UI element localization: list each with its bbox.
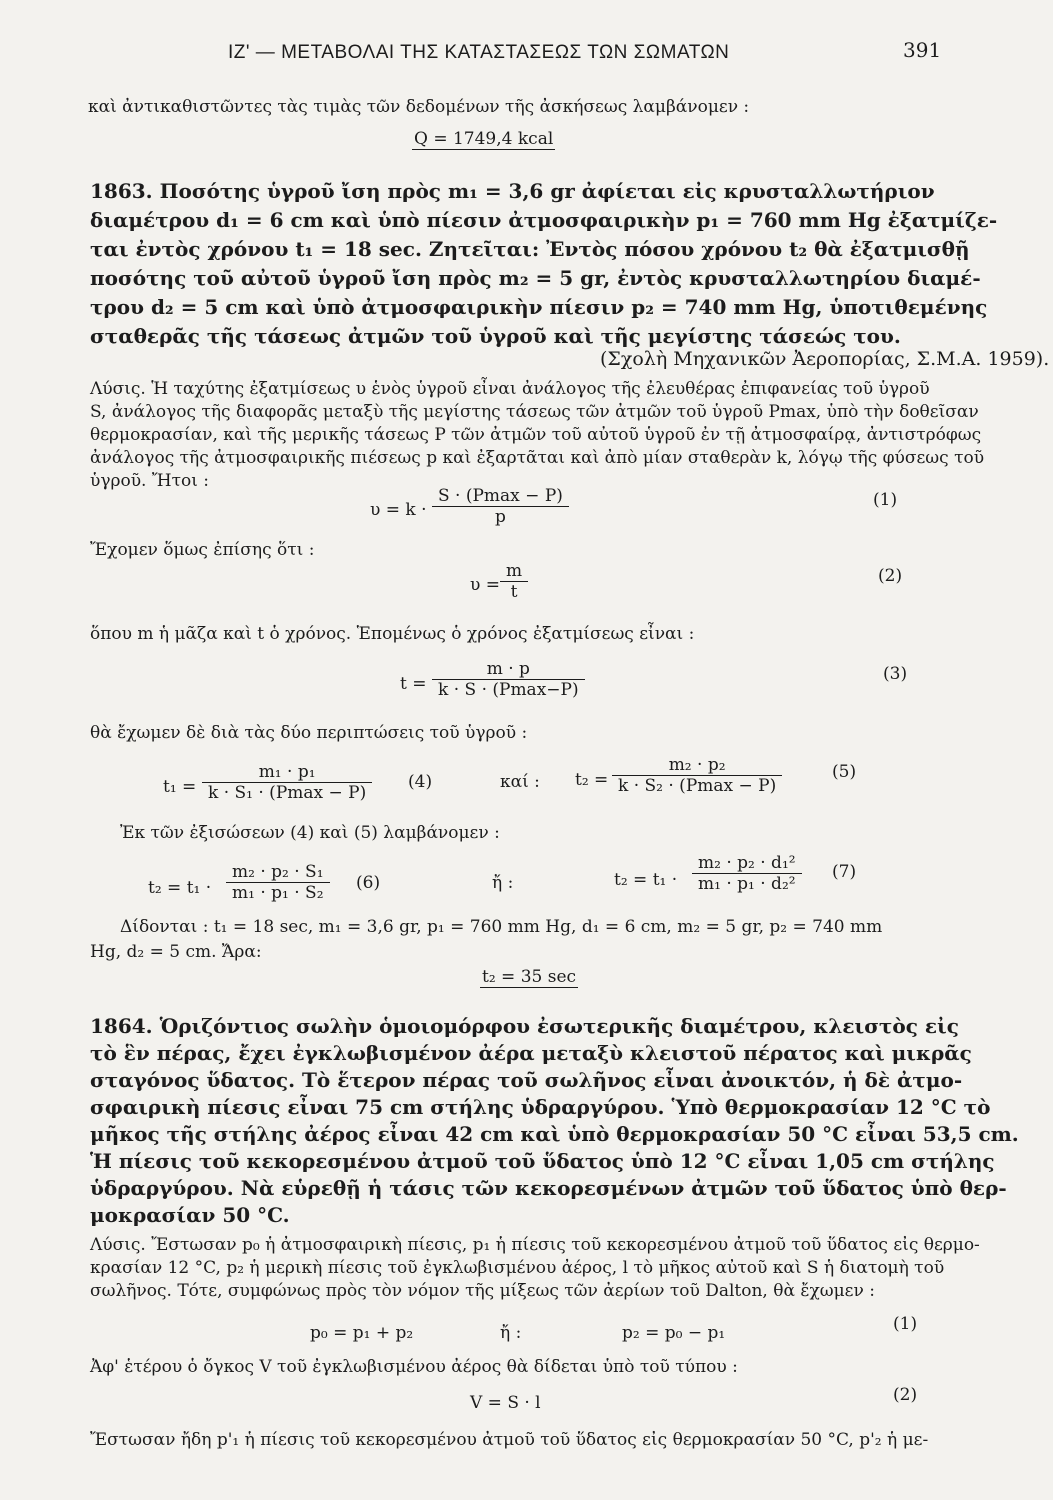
equation-3-denominator: k · S · (Pmax−P) [438, 680, 579, 700]
equation-4-fraction [202, 762, 372, 803]
text-from: Ἐκ τῶν ἐξισώσεων (4) καὶ (5) λαμβάνομεν : [120, 823, 500, 843]
equation-6-tag: (6) [356, 873, 381, 893]
equation-6-fraction [226, 862, 330, 903]
problem-1864-line: σταγόνος ὕδατος. Τὸ ἕτερον πέρας τοῦ σωλῆνος εἶναι ἀνοικτόν, ἡ δὲ ἀτμο- [90, 1068, 963, 1092]
equation-7-denominator: m₁ · p₁ · d₂² [698, 874, 796, 894]
equation-2-left: υ = [470, 575, 500, 595]
solution-1864-line: κρασίαν 12 °C, p₂ ἡ μερικὴ πίεσις τοῦ ἐγκλωβισμένου ἀέρος, l τὸ μῆκος αὐτοῦ καὶ S ἡ διατομὴ τοῦ [90, 1258, 945, 1278]
equation-dalton-b: p₂ = p₀ − p₁ [622, 1323, 726, 1343]
solution-1863-line: ἀνάλογος τῆς ἀτμοσφαιρικῆς πιέσεως p καὶ ἐξαρτᾶται καὶ ἀπὸ μίαν σταθερὰν k, λόγῳ τῆς φύσεως τοῦ [90, 448, 985, 468]
equation-5-fraction [612, 755, 782, 796]
equation-1-denominator: p [495, 507, 506, 527]
equation-1-left: υ = k · [370, 500, 427, 520]
problem-1864-line: μοκρασίαν 50 °C. [90, 1203, 290, 1227]
given-line: Hg, d₂ = 5 cm. Ἄρα: [90, 942, 262, 962]
solution-1863-line: Λύσις. Ἡ ταχύτης ἐξατμίσεως υ ἑνὸς ὑγροῦ εἶναι ἀνάλογος τῆς ἐλευθέρας ἐπιφανείας τοῦ ὑγροῦ [90, 379, 930, 399]
text-where: ὅπου m ἡ μᾶζα καὶ t ὁ χρόνος. Ἑπομένως ὁ χρόνος ἐξατμίσεως εἶναι : [90, 624, 695, 644]
equation-1-fraction [432, 486, 569, 527]
problem-1863-source: (Σχολὴ Μηχανικῶν Ἀεροπορίας, Σ.Μ.Α. 1959). [600, 348, 1050, 370]
equation-2-fraction [500, 561, 528, 602]
equation-4-denominator: k · S₁ · (Pmax − P) [208, 783, 367, 803]
problem-1863-line: 1863. Ποσότης ὑγροῦ ἴση πρὸς m₁ = 3,6 gr ἀφίεται εἰς κρυσταλλωτήριον [90, 179, 935, 203]
intro-text: καὶ ἀντικαθιστῶντες τὰς τιμὰς τῶν δεδομένων τῆς ἀσκήσεως λαμβάνομεν : [88, 97, 750, 117]
problem-1864-line: μῆκος τῆς στήλης ἀέρος εἶναι 42 cm καὶ ὑπὸ θερμοκρασίαν 50 °C εἶναι 53,5 cm. [90, 1122, 1019, 1146]
solution-1864-line: σωλῆνος. Τότε, συμφώνως πρὸς τὸν νόμον τῆς μίξεως τῶν ἀερίων τοῦ Dalton, θὰ ἔχωμεν : [90, 1281, 875, 1301]
equation-dalton-tag: (1) [893, 1314, 918, 1334]
text-and: καί : [500, 772, 540, 792]
equation-3-numerator: m · p [432, 659, 585, 680]
equation-5-tag: (5) [832, 762, 857, 782]
equation-5-numerator: m₂ · p₂ [612, 755, 782, 776]
equation-3-fraction [432, 659, 585, 700]
equation-6-left: t₂ = t₁ · [148, 878, 212, 898]
equation-2-tag: (2) [878, 566, 903, 586]
equation-7-left: t₂ = t₁ · [614, 870, 678, 890]
problem-1864-line: 1864. Ὁριζόντιος σωλὴν ὁμοιομόρφου ἐσωτερικῆς διαμέτρου, κλειστὸς εἰς [90, 1014, 959, 1038]
equation-5-denominator: k · S₂ · (Pmax − P) [618, 776, 777, 796]
problem-1863-line: ποσότης τοῦ αὐτοῦ ὑγροῦ ἴση πρὸς m₂ = 5 gr, ἐντὸς κρυσταλλωτηρίου διαμέ- [90, 266, 981, 290]
problem-1864-line: Ἡ πίεσις τοῦ κεκορεσμένου ἀτμοῦ τοῦ ὕδατος ὑπὸ 12 °C εἶναι 1,05 cm στήλης [90, 1149, 995, 1173]
equation-volume-tag: (2) [893, 1385, 918, 1405]
equation-7-tag: (7) [832, 862, 857, 882]
page-number: 391 [903, 38, 942, 62]
equation-1-tag: (1) [873, 490, 898, 510]
text-or-2: ἤ : [500, 1323, 522, 1343]
problem-1863-line: διαμέτρου d₁ = 6 cm καὶ ὑπὸ πίεσιν ἀτμοσφαιρικὴν p₁ = 760 mm Hg ἐξατμίζε- [90, 208, 998, 232]
equation-7-numerator: m₂ · p₂ · d₁² [692, 853, 802, 874]
text-cases: θὰ ἔχωμεν δὲ διὰ τὰς δύο περιπτώσεις τοῦ ὑγροῦ : [90, 723, 528, 743]
solution-1863-line: S, ἀνάλογος τῆς διαφορᾶς μεταξὺ τῆς μεγίστης τάσεως τῶν ἀτμῶν τοῦ ὑγροῦ Pmax, ὑπὸ τὴν δοθεῖσαν [90, 402, 979, 422]
equation-volume: V = S · l [470, 1393, 541, 1413]
equation-6-denominator: m₁ · p₁ · S₂ [232, 883, 324, 903]
equation-3-tag: (3) [883, 664, 908, 684]
problem-1863-line: τρου d₂ = 5 cm καὶ ὑπὸ ἀτμοσφαιρικὴν πίεσιν p₂ = 740 mm Hg, ὑποτιθεμένης [90, 295, 988, 319]
equation-4-tag: (4) [408, 772, 433, 792]
solution-1863-line: θερμοκρασίαν, καὶ τῆς μερικῆς τάσεως P τῶν ἀτμῶν τοῦ αὐτοῦ ὑγροῦ ἐν τῇ ἀτμοσφαίρᾳ, ἀντιστρόφως [90, 425, 982, 445]
running-header: ΙΖ' — ΜΕΤΑΒΟΛΑΙ ΤΗΣ ΚΑΤΑΣΤΑΣΕΩΣ ΤΩΝ ΣΩΜΑΤΩΝ [228, 42, 730, 63]
problem-1864-line: σφαιρικὴ πίεσις εἶναι 75 cm στήλης ὑδραργύρου. Ὑπὸ θερμοκρασίαν 12 °C τὸ [90, 1095, 991, 1119]
problem-1864-line: ὑδραργύρου. Νὰ εὑρεθῇ ἡ τάσις τῶν κεκορεσμένων ἀτμῶν τοῦ ὕδατος ὑπὸ θερ- [90, 1176, 1007, 1200]
solution-1864-line: Λύσις. Ἔστωσαν p₀ ἡ ἀτμοσφαιρικὴ πίεσις, p₁ ἡ πίεσις τοῦ κεκορεσμένου ἀτμοῦ τοῦ ὕδατος εἰς θερμο- [90, 1235, 980, 1255]
solution-1863-line: ὑγροῦ. Ἤτοι : [90, 471, 210, 491]
equation-5-left: t₂ = [575, 770, 609, 790]
problem-1863-line: σταθερᾶς τῆς τάσεως ἀτμῶν τοῦ ὑγροῦ καὶ τῆς μεγίστης τάσεώς του. [90, 324, 901, 348]
result-q: Q = 1749,4 kcal [414, 129, 554, 149]
equation-7-fraction [692, 853, 802, 894]
equation-2-denominator: t [510, 582, 518, 602]
equation-1-numerator: S · (Pmax − P) [432, 486, 569, 507]
given-line: Δίδονται : t₁ = 18 sec, m₁ = 3,6 gr, p₁ = 760 mm Hg, d₁ = 6 cm, m₂ = 5 gr, p₂ = 740 mm [120, 917, 883, 937]
equation-6-numerator: m₂ · p₂ · S₁ [226, 862, 330, 883]
problem-1864-line: τὸ ἓν πέρας, ἔχει ἐγκλωβισμένον ἀέρα μεταξὺ κλειστοῦ πέρατος καὶ μικρᾶς [90, 1041, 972, 1065]
equation-4-left: t₁ = [163, 777, 197, 797]
text-or: ἤ : [492, 873, 514, 893]
equation-4-numerator: m₁ · p₁ [202, 762, 372, 783]
equation-2-numerator: m [500, 561, 528, 582]
solution-1864-last-line: Ἔστωσαν ἤδη p'₁ ἡ πίεσις τοῦ κεκορεσμένου ἀτμοῦ τοῦ ὕδατος εἰς θερμοκρασίαν 50 °C, p'₂ ἡ με- [90, 1430, 929, 1450]
equation-dalton-a: p₀ = p₁ + p₂ [310, 1323, 414, 1343]
text-volume: Ἀφ' ἑτέρου ὁ ὄγκος V τοῦ ἐγκλωβισμένου ἀέρος θὰ δίδεται ὑπὸ τοῦ τύπου : [90, 1357, 738, 1377]
result-t2: t₂ = 35 sec [482, 967, 577, 987]
text-also: Ἔχομεν ὅμως ἐπίσης ὅτι : [90, 540, 315, 560]
problem-1863-line: ται ἐντὸς χρόνου t₁ = 18 sec. Ζητεῖται: Ἐντὸς πόσου χρόνου t₂ θὰ ἐξατμισθῇ [90, 237, 970, 261]
equation-3-left: t = [400, 674, 427, 694]
